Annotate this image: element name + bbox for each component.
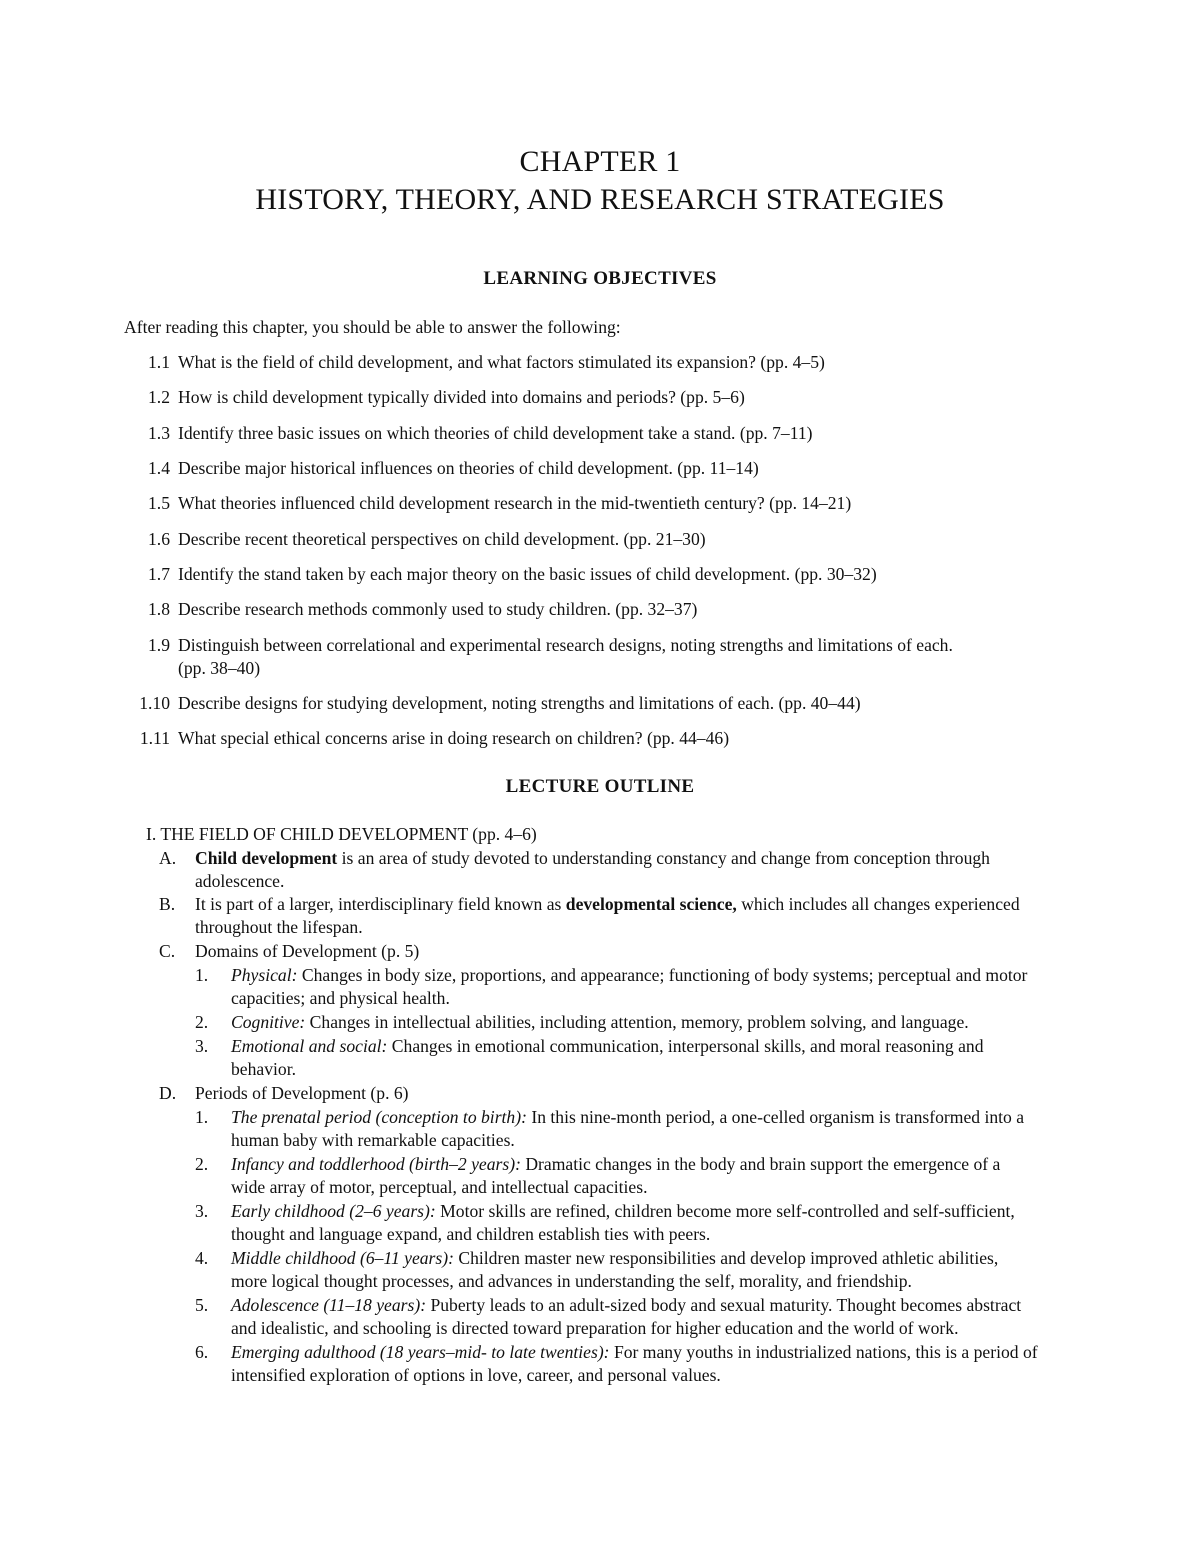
chapter-title: HISTORY, THEORY, AND RESEARCH STRATEGIES	[255, 183, 945, 216]
objective-number: 1.1	[148, 352, 170, 372]
sub-item-number: 3.	[195, 1201, 209, 1221]
chapter-number: CHAPTER 1	[519, 145, 681, 178]
objective-text: Describe major historical influences on theories of child development. (pp. 11–14)	[178, 458, 759, 478]
objective-number: 1.3	[148, 423, 170, 443]
sub-item-continued: thought and language expand, and children establish ties with peers.	[231, 1224, 711, 1244]
outline-label: C.	[159, 941, 176, 961]
objective-text: What special ethical concerns arise in doing research on children? (pp. 44–46)	[178, 728, 730, 748]
sub-item-continued: wide array of motor, perceptual, and intellectual capacities.	[231, 1177, 648, 1197]
outline-item-a-continued: adolescence.	[195, 871, 285, 891]
outline-item-b-continued: throughout the lifespan.	[195, 917, 363, 937]
outline-item-a: Child development is an area of study devoted to understanding constancy and change from conception through	[195, 848, 990, 868]
objective-text: How is child development typically divided into domains and periods? (pp. 5–6)	[178, 387, 745, 407]
objective-number: 1.6	[148, 529, 170, 549]
lecture-outline-heading: LECTURE OUTLINE	[505, 776, 695, 797]
objective-text: Identify three basic issues on which theories of child development take a stand. (pp. 7–11)	[178, 423, 813, 443]
sub-item: Cognitive: Changes in intellectual abilities, including attention, memory, problem solving, and language.	[231, 1012, 969, 1032]
sub-item-number: 1.	[195, 1107, 209, 1127]
sub-item-number: 1.	[195, 965, 209, 985]
sub-item-number: 6.	[195, 1342, 209, 1362]
objective-number: 1.7	[148, 564, 170, 584]
sub-item: Physical: Changes in body size, proportions, and appearance; functioning of body systems; perceptual and motor	[231, 965, 1028, 985]
sub-item: Early childhood (2–6 years): Motor skills are refined, children become more self-controlled and self-sufficient,	[231, 1201, 1015, 1221]
objective-number: 1.5	[148, 493, 170, 513]
outline-item-d: Periods of Development (p. 6)	[195, 1083, 409, 1103]
sub-item: Emerging adulthood (18 years–mid- to late twenties): For many youths in industrialized nations, this is a period of	[231, 1342, 1038, 1362]
outline-label: B.	[159, 894, 176, 914]
sub-item-continued: intensified exploration of options in love, career, and personal values.	[231, 1365, 721, 1385]
sub-item: Emotional and social: Changes in emotional communication, interpersonal skills, and moral reasoning and	[231, 1036, 984, 1056]
sub-item-number: 4.	[195, 1248, 209, 1268]
sub-item: Adolescence (11–18 years): Puberty leads to an adult-sized body and sexual maturity. Thought becomes abstract	[231, 1295, 1022, 1315]
objective-text: Distinguish between correlational and experimental research designs, noting strengths and limitations of each.	[178, 635, 953, 655]
objectives-intro: After reading this chapter, you should be able to answer the following:	[124, 317, 621, 337]
sub-item-continued: behavior.	[231, 1059, 296, 1079]
sub-item-number: 5.	[195, 1295, 209, 1315]
sub-item-number: 2.	[195, 1012, 209, 1032]
objective-number: 1.4	[148, 458, 170, 478]
objective-text: Identify the stand taken by each major theory on the basic issues of child development. (pp. 30–32)	[178, 564, 877, 584]
learning-objectives-heading: LEARNING OBJECTIVES	[483, 268, 717, 289]
sub-item-continued: more logical thought processes, and advances in understanding the self, morality, and friendship.	[231, 1271, 912, 1291]
outline-label: A.	[159, 848, 177, 868]
outline-section-heading: I. THE FIELD OF CHILD DEVELOPMENT (pp. 4–6)	[146, 824, 537, 844]
objective-number: 1.8	[148, 599, 170, 619]
outline-item-b: It is part of a larger, interdisciplinary field known as developmental science, which includes all changes experienced	[195, 894, 1020, 914]
sub-item-continued: and idealistic, and schooling is directed toward preparation for higher education and the world of work.	[231, 1318, 959, 1338]
objective-number: 1.10	[139, 693, 170, 713]
outline-item-c: Domains of Development (p. 5)	[195, 941, 420, 961]
objective-text: Describe recent theoretical perspectives on child development. (pp. 21–30)	[178, 529, 706, 549]
objective-number: 1.9	[148, 635, 170, 655]
sub-item-continued: human baby with remarkable capacities.	[231, 1130, 515, 1150]
sub-item: The prenatal period (conception to birth): In this nine-month period, a one-celled organism is transformed into a	[231, 1107, 1025, 1127]
objective-text: What is the field of child development, and what factors stimulated its expansion? (pp. 4–5)	[178, 352, 825, 372]
sub-item-continued: capacities; and physical health.	[231, 988, 450, 1008]
objective-text-continued: (pp. 38–40)	[178, 658, 261, 678]
objective-text: What theories influenced child development research in the mid-twentieth century? (pp. 14–21)	[178, 493, 852, 513]
sub-item: Infancy and toddlerhood (birth–2 years): Dramatic changes in the body and brain support the emergence of a	[231, 1154, 1001, 1174]
objective-number: 1.11	[139, 728, 170, 748]
outline-label: D.	[159, 1083, 177, 1103]
sub-item-number: 3.	[195, 1036, 209, 1056]
objective-text: Describe research methods commonly used to study children. (pp. 32–37)	[178, 599, 698, 619]
sub-item: Middle childhood (6–11 years): Children master new responsibilities and develop improved athletic abilities,	[231, 1248, 999, 1268]
objective-text: Describe designs for studying development, noting strengths and limitations of each. (pp. 40–44)	[178, 693, 861, 713]
sub-item-number: 2.	[195, 1154, 209, 1174]
objective-number: 1.2	[148, 387, 170, 407]
